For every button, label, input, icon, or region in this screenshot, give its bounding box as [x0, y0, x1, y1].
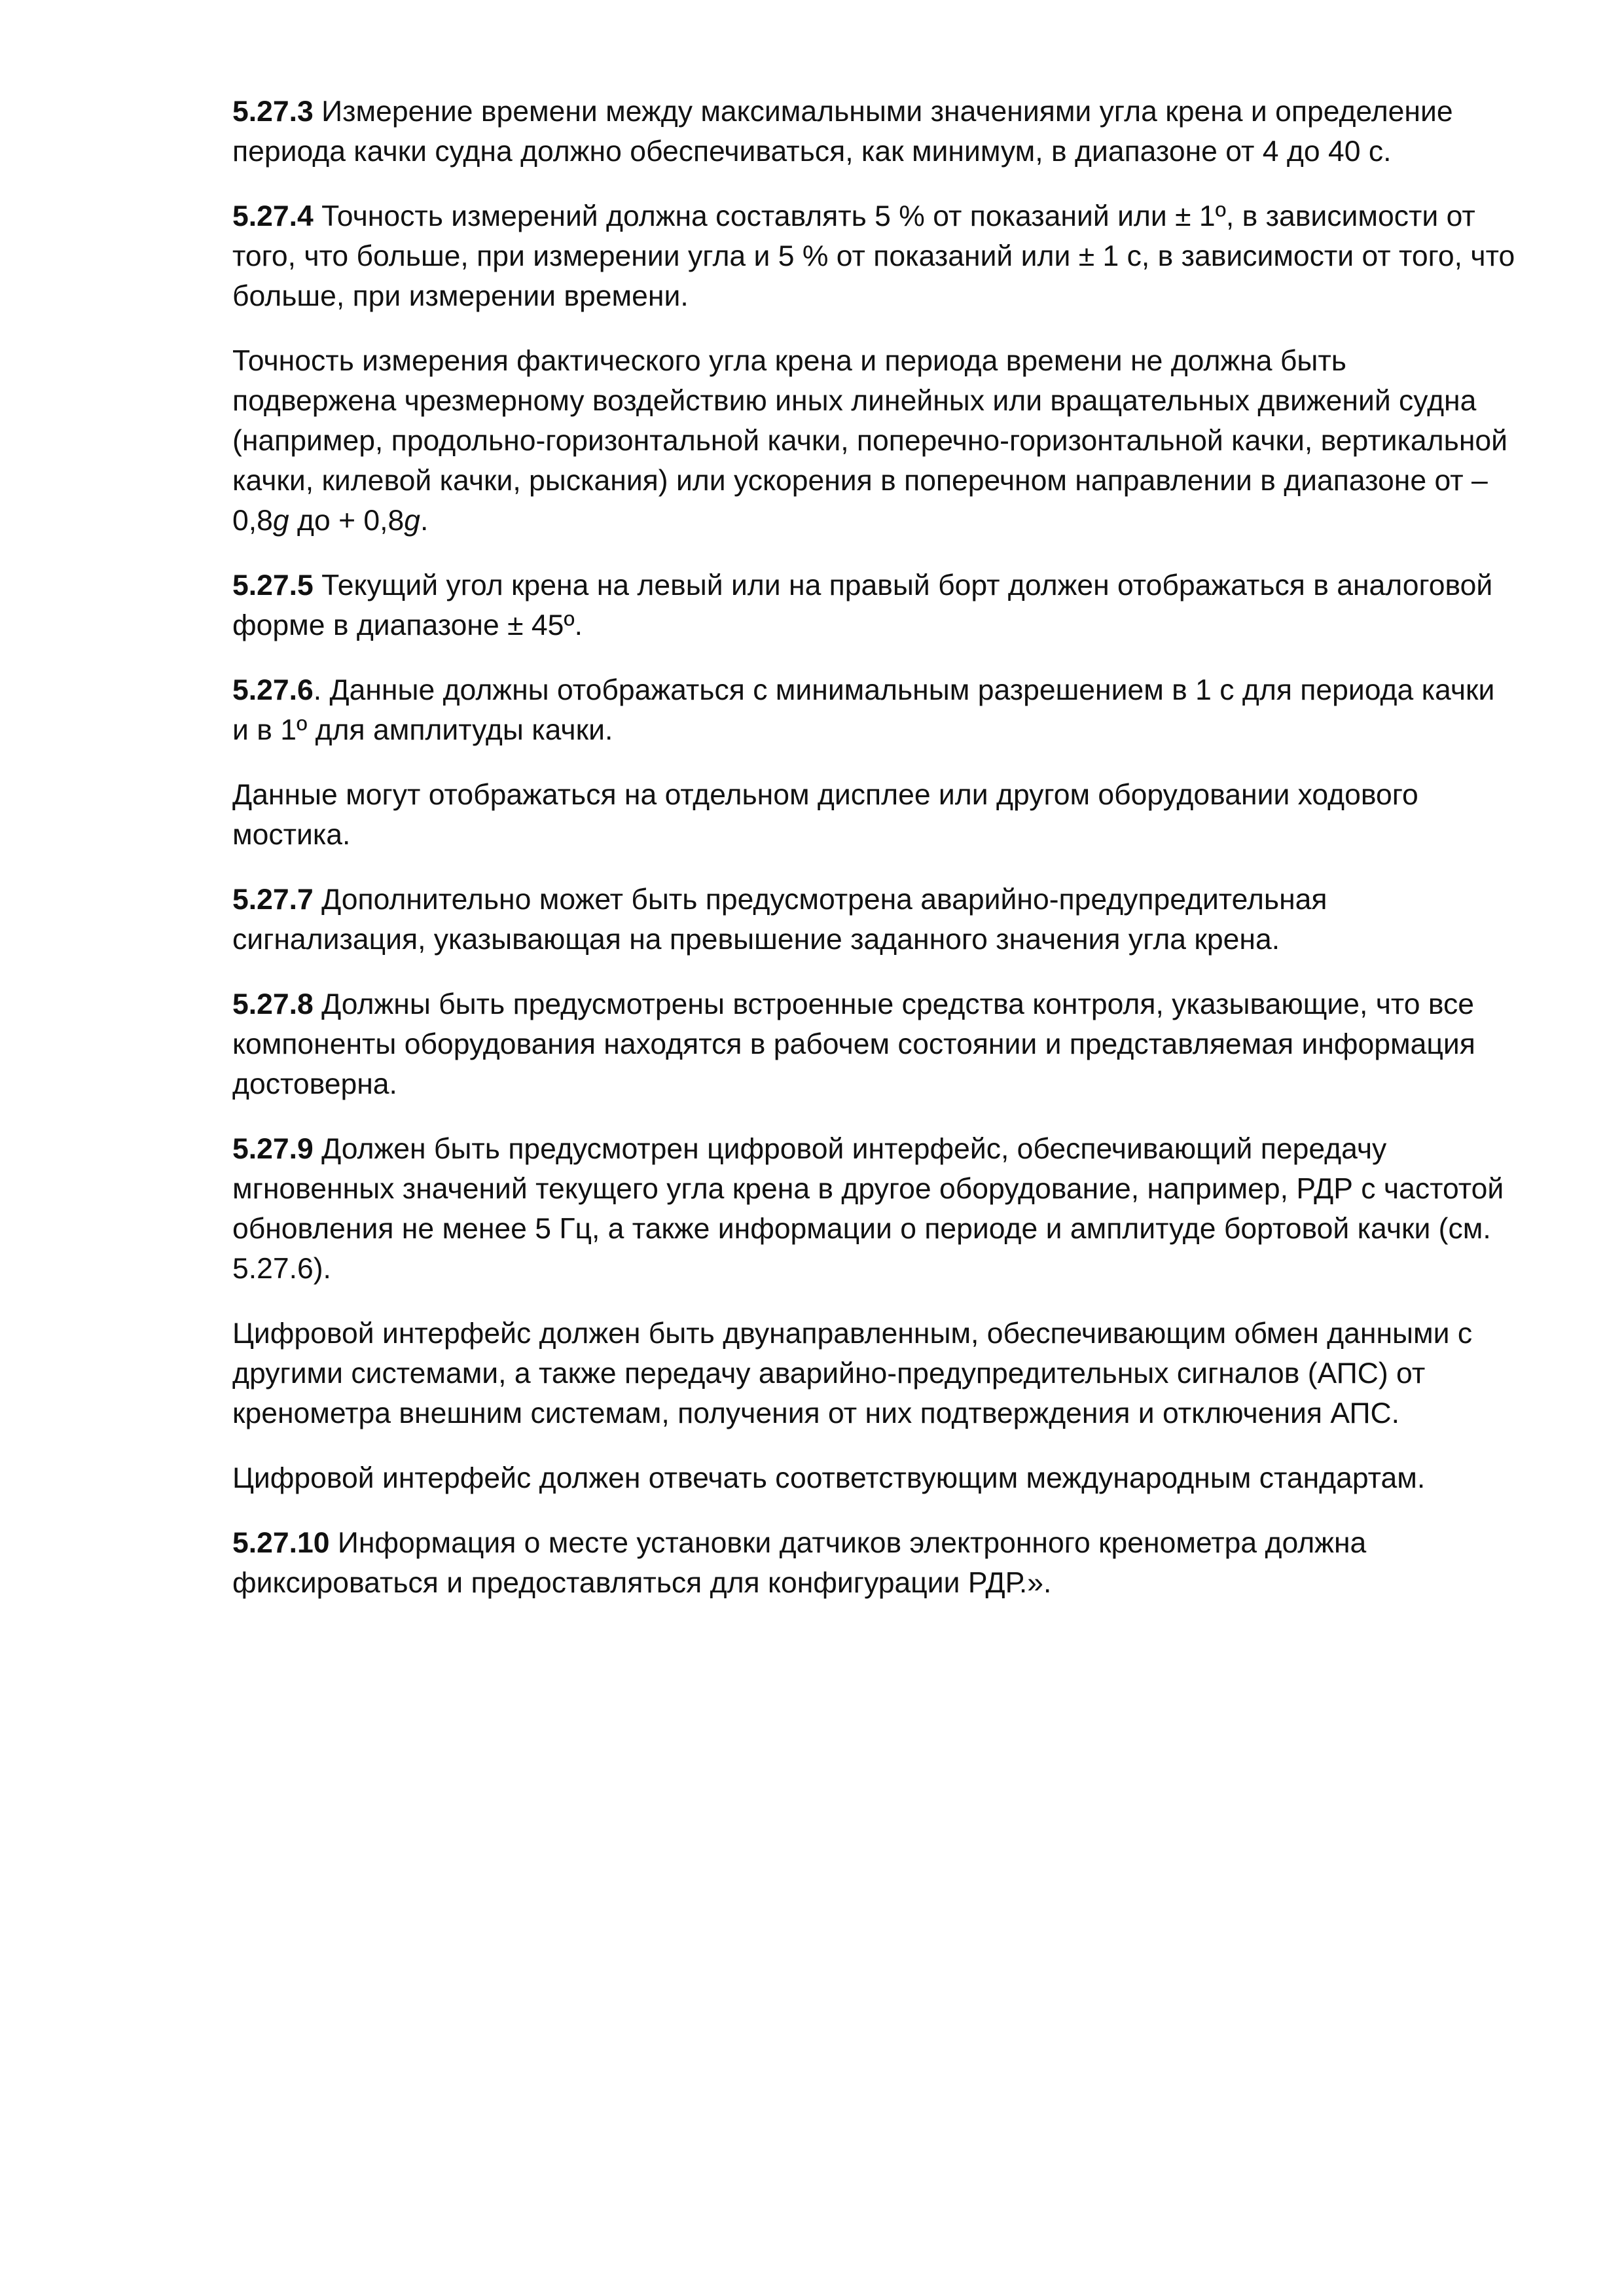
paragraph-5-27-3: [232, 92, 1515, 171]
paragraph-text: Цифровой интерфейс должен отвечать соответствующим международным стандартам.: [232, 1462, 1426, 1494]
document-page: [232, 92, 1515, 1628]
paragraph-5-27-7: [232, 880, 1515, 960]
paragraph-text: Должны быть предусмотрены встроенные средства контроля, указывающие, что все компоненты оборудования находятся в рабочем состоянии и представляемая информация достоверна.: [232, 988, 1475, 1100]
paragraph-5-27-8: [232, 984, 1515, 1104]
clause-number: 5.27.3: [232, 96, 314, 128]
paragraph-text: Должен быть предусмотрен цифровой интерфейс, обеспечивающий передачу мгновенных значений текущего угла крена в другое оборудование, например, РДР с частотой обновления не менее 5 Гц, а также информации о периоде и амплитуде бортовой качки (см. 5.27.6).: [232, 1133, 1504, 1285]
paragraph-accuracy: [232, 341, 1515, 541]
paragraph-text: . Данные должны отображаться с минимальным разрешением в 1 с для периода качки и в 1º для амплитуды качки.: [232, 674, 1495, 746]
clause-number: 5.27.6: [232, 674, 314, 706]
paragraph-text: Точность измерения фактического угла крена и периода времени не должна быть подвержена чрезмерному воздействию иных линейных или вращательных движений судна (например, продольно-горизонтальной качки, поперечно-горизонтальной качки, вертикальной качки, килевой качки, рыскания) или ускорения в поперечном направлении в диапазоне от – 0,8: [232, 345, 1508, 537]
paragraph-text: Информация о месте установки датчиков электронного кренометра должна фиксироваться и предоставляться для конфигурации РДР.».: [232, 1527, 1367, 1599]
paragraph-text: Текущий угол крена на левый или на правый борт должен отображаться в аналоговой форме в диапазоне ± 45º.: [232, 569, 1493, 641]
paragraph-text: Измерение времени между максимальными значениями угла крена и определение периода качки судна должно обеспечиваться, как минимум, в диапазоне от 4 до 40 с.: [232, 96, 1453, 168]
clause-number: 5.27.7: [232, 884, 314, 916]
clause-number: 5.27.5: [232, 569, 314, 601]
paragraph-text: Точность измерений должна составлять 5 % от показаний или ± 1º, в зависимости от того, что больше, при измерении угла и 5 % от показаний или ± 1 с, в зависимости от того, что больше, при измерении времени.: [232, 200, 1515, 312]
paragraph-interface-bidirectional: [232, 1314, 1515, 1433]
paragraph-text: Цифровой интерфейс должен быть двунаправленным, обеспечивающим обмен данными с другими системами, а также передачу аварийно-предупредительных сигналов (АПС) от кренометра внешним системам, получения от них подтверждения и отключения АПС.: [232, 1318, 1473, 1429]
paragraph-text: .: [420, 505, 429, 537]
clause-number: 5.27.4: [232, 200, 314, 232]
paragraph-text: Дополнительно может быть предусмотрена аварийно-предупредительная сигнализация, указывающая на превышение заданного значения угла крена.: [232, 884, 1327, 956]
clause-number: 5.27.8: [232, 988, 314, 1020]
clause-number: 5.27.9: [232, 1133, 314, 1165]
paragraph-5-27-5: [232, 565, 1515, 645]
paragraph-5-27-4: [232, 196, 1515, 316]
paragraph-5-27-6: [232, 670, 1515, 750]
paragraph-display: [232, 775, 1515, 855]
paragraph-text: Данные могут отображаться на отдельном дисплее или другом оборудовании ходового мостика.: [232, 779, 1418, 851]
paragraph-5-27-9: [232, 1129, 1515, 1289]
gravity-symbol: g: [272, 505, 289, 537]
paragraph-interface-standards: [232, 1458, 1515, 1498]
clause-number: 5.27.10: [232, 1527, 330, 1559]
paragraph-text: до + 0,8: [289, 505, 405, 537]
gravity-symbol: g: [404, 505, 421, 537]
paragraph-5-27-10: [232, 1523, 1515, 1603]
